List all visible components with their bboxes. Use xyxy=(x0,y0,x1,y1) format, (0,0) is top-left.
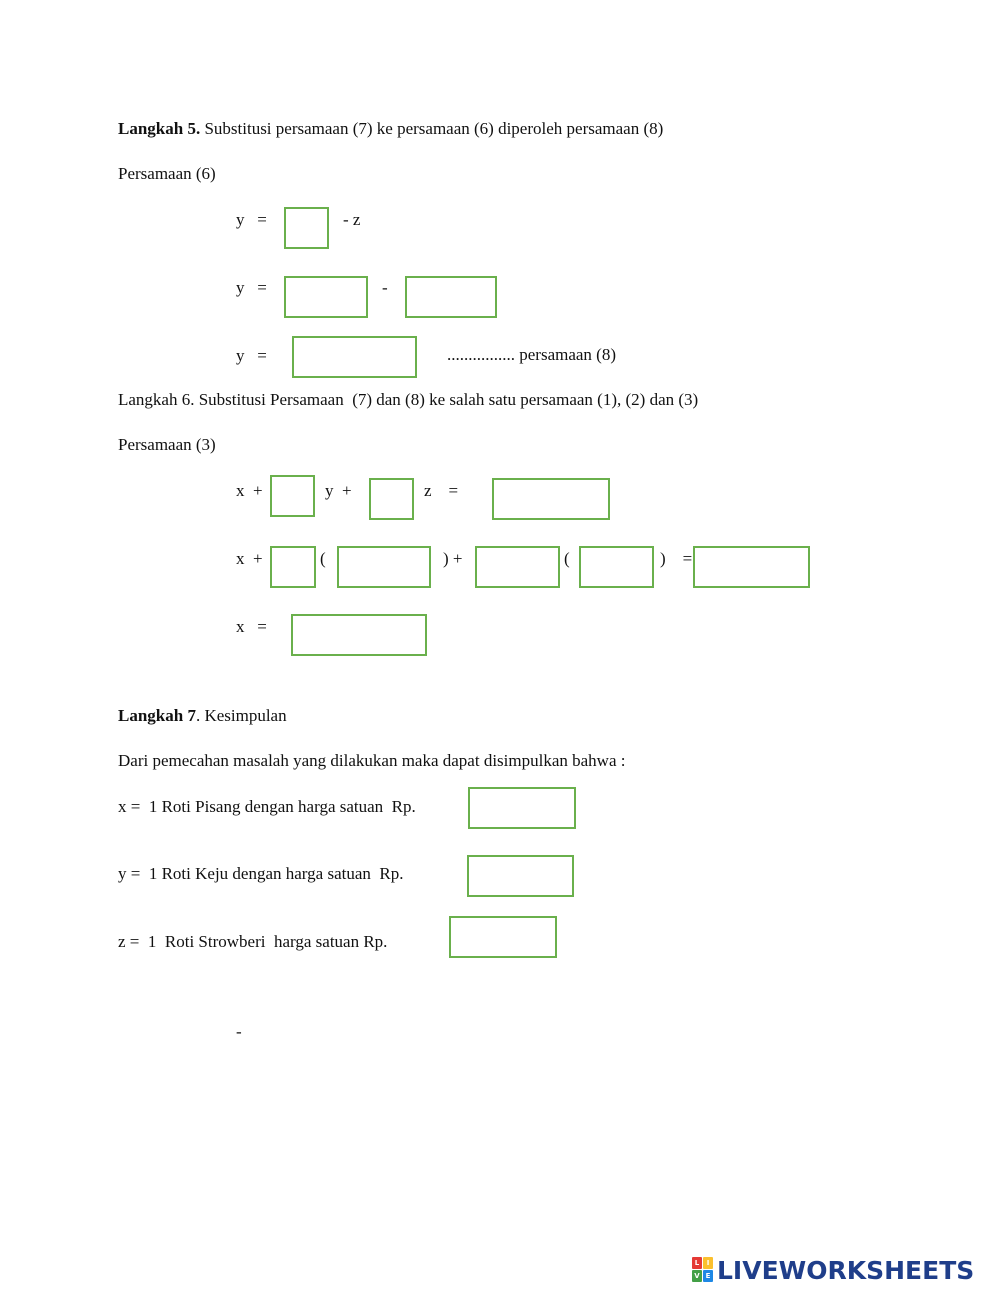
step7-heading xyxy=(118,706,287,726)
answer-box-eq6-line2-a[interactable] xyxy=(284,276,368,318)
eq3-line1-x: x + xyxy=(236,481,263,500)
step7-label: Langkah 7 xyxy=(118,706,196,725)
answer-box-eq3-line1-a[interactable] xyxy=(270,475,315,517)
conclusion-x: x = 1 Roti Pisang dengan harga satuan Rp. xyxy=(118,797,416,816)
liveworksheets-logo xyxy=(692,1255,974,1285)
conclusion-intro: Dari pemecahan masalah yang dilakukan maka dapat disimpulkan bahwa : xyxy=(118,751,626,770)
eq6-line3-lhs: y = xyxy=(236,346,267,365)
step6-heading: Langkah 6. Substitusi Persamaan (7) dan (8) ke salah satu persamaan (1), (2) dan (3) xyxy=(118,390,699,409)
answer-box-eq3-line2-c[interactable] xyxy=(475,546,560,588)
eq6-line1-lhs: y = xyxy=(236,210,267,229)
liveworksheets-wordmark: LIVEWORKSHEETS xyxy=(717,1255,975,1285)
step7-text: . Kesimpulan xyxy=(195,706,287,725)
eq6-line3-tail: ................ persamaan (8) xyxy=(447,345,617,364)
answer-box-eq6-line3[interactable] xyxy=(292,336,417,378)
answer-box-eq6-line1[interactable] xyxy=(284,207,329,249)
eq3-line2-open2: ( xyxy=(564,549,570,568)
answer-box-price-y[interactable] xyxy=(467,855,574,897)
answer-box-eq3-line2-d[interactable] xyxy=(579,546,654,588)
answer-box-price-x[interactable] xyxy=(468,787,576,829)
answer-box-eq6-line2-b[interactable] xyxy=(405,276,497,318)
step5-heading xyxy=(118,119,663,139)
conclusion-z: z = 1 Roti Strowberi harga satuan Rp. xyxy=(118,932,388,951)
step5-text: Substitusi persamaan (7) ke persamaan (6) diperoleh persamaan (8) xyxy=(200,119,664,138)
answer-box-eq3-line3[interactable] xyxy=(291,614,427,656)
eq3-line2-close1: ) + xyxy=(443,549,463,568)
eq6-label: Persamaan (6) xyxy=(118,164,216,183)
eq3-label: Persamaan (3) xyxy=(118,435,216,454)
liveworksheets-mark-icon: L I V E xyxy=(692,1257,714,1283)
answer-box-eq3-line2-a[interactable] xyxy=(270,546,316,588)
step5-label: Langkah 5. xyxy=(118,119,201,138)
eq3-line3-lhs: x = xyxy=(236,617,267,636)
eq6-line1-tail: - z xyxy=(343,210,361,229)
stray-dash: - xyxy=(236,1022,242,1041)
answer-box-eq3-line1-b[interactable] xyxy=(369,478,414,520)
eq3-line2-open1: ( xyxy=(320,549,326,568)
eq6-line2-lhs: y = xyxy=(236,278,267,297)
eq3-line2-x: x + xyxy=(236,549,263,568)
answer-box-eq3-line2-b[interactable] xyxy=(337,546,431,588)
eq6-line2-minus: - xyxy=(382,278,388,297)
answer-box-price-z[interactable] xyxy=(449,916,557,958)
eq3-line1-y: y + xyxy=(325,481,352,500)
eq3-line1-z: z = xyxy=(424,481,459,500)
eq3-line2-close2: ) = xyxy=(660,549,693,568)
conclusion-y: y = 1 Roti Keju dengan harga satuan Rp. xyxy=(118,864,404,883)
answer-box-eq3-line2-e[interactable] xyxy=(693,546,810,588)
answer-box-eq3-line1-c[interactable] xyxy=(492,478,610,520)
